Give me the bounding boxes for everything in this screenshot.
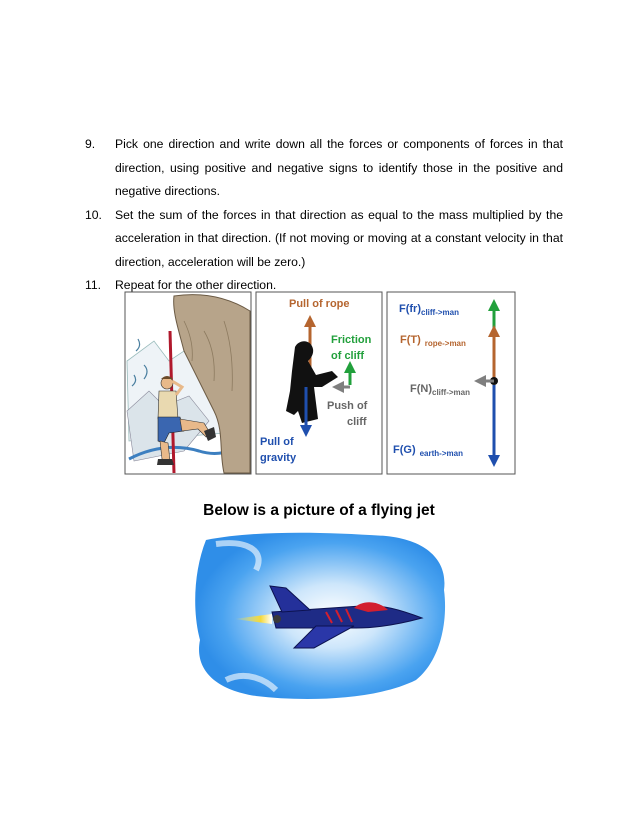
label-gravity: gravity	[260, 452, 297, 464]
free-body-panel	[387, 292, 515, 474]
jet-caption: Below is a picture of a flying jet	[203, 502, 435, 519]
label-pull-of: Pull of	[260, 436, 294, 448]
label-ft: F(T) rope->man	[400, 334, 466, 348]
instruction-list	[85, 133, 563, 298]
climber-illustration	[125, 292, 251, 474]
label-push-of: Push of	[327, 400, 368, 412]
step-number: 11.	[85, 278, 102, 292]
label-push-cliff: cliff	[347, 416, 367, 428]
step-9	[85, 133, 563, 204]
forces-panel	[256, 292, 382, 474]
label-pull-of-rope: Pull of rope	[289, 298, 350, 310]
label-fn: F(N)cliff->man	[410, 383, 471, 397]
step-10	[85, 204, 563, 275]
label-ffr: F(fr)cliff->man	[399, 303, 460, 317]
climber-force-diagram	[124, 291, 516, 476]
label-friction: Friction	[331, 334, 372, 346]
label-fg: F(G) earth->man	[393, 444, 463, 458]
step-text: Repeat for the other direction.	[115, 278, 277, 292]
step-number: 10.	[85, 207, 102, 222]
step-number: 9.	[85, 137, 96, 151]
step-text: Pick one direction and write down all the forces or components of forces in that direction, using positive and negative signs to identify those in the positive and negative directions.	[115, 137, 563, 198]
flying-jet-illustration	[186, 530, 452, 704]
label-of-cliff: of cliff	[331, 350, 364, 362]
jet-nozzle	[273, 615, 281, 623]
step-text: Set the sum of the forces in that direction as equal to the mass multiplied by the acceleration in that direction. (If not moving or moving at a constant velocity in that direction, acceleration will be zero.)	[115, 207, 563, 269]
